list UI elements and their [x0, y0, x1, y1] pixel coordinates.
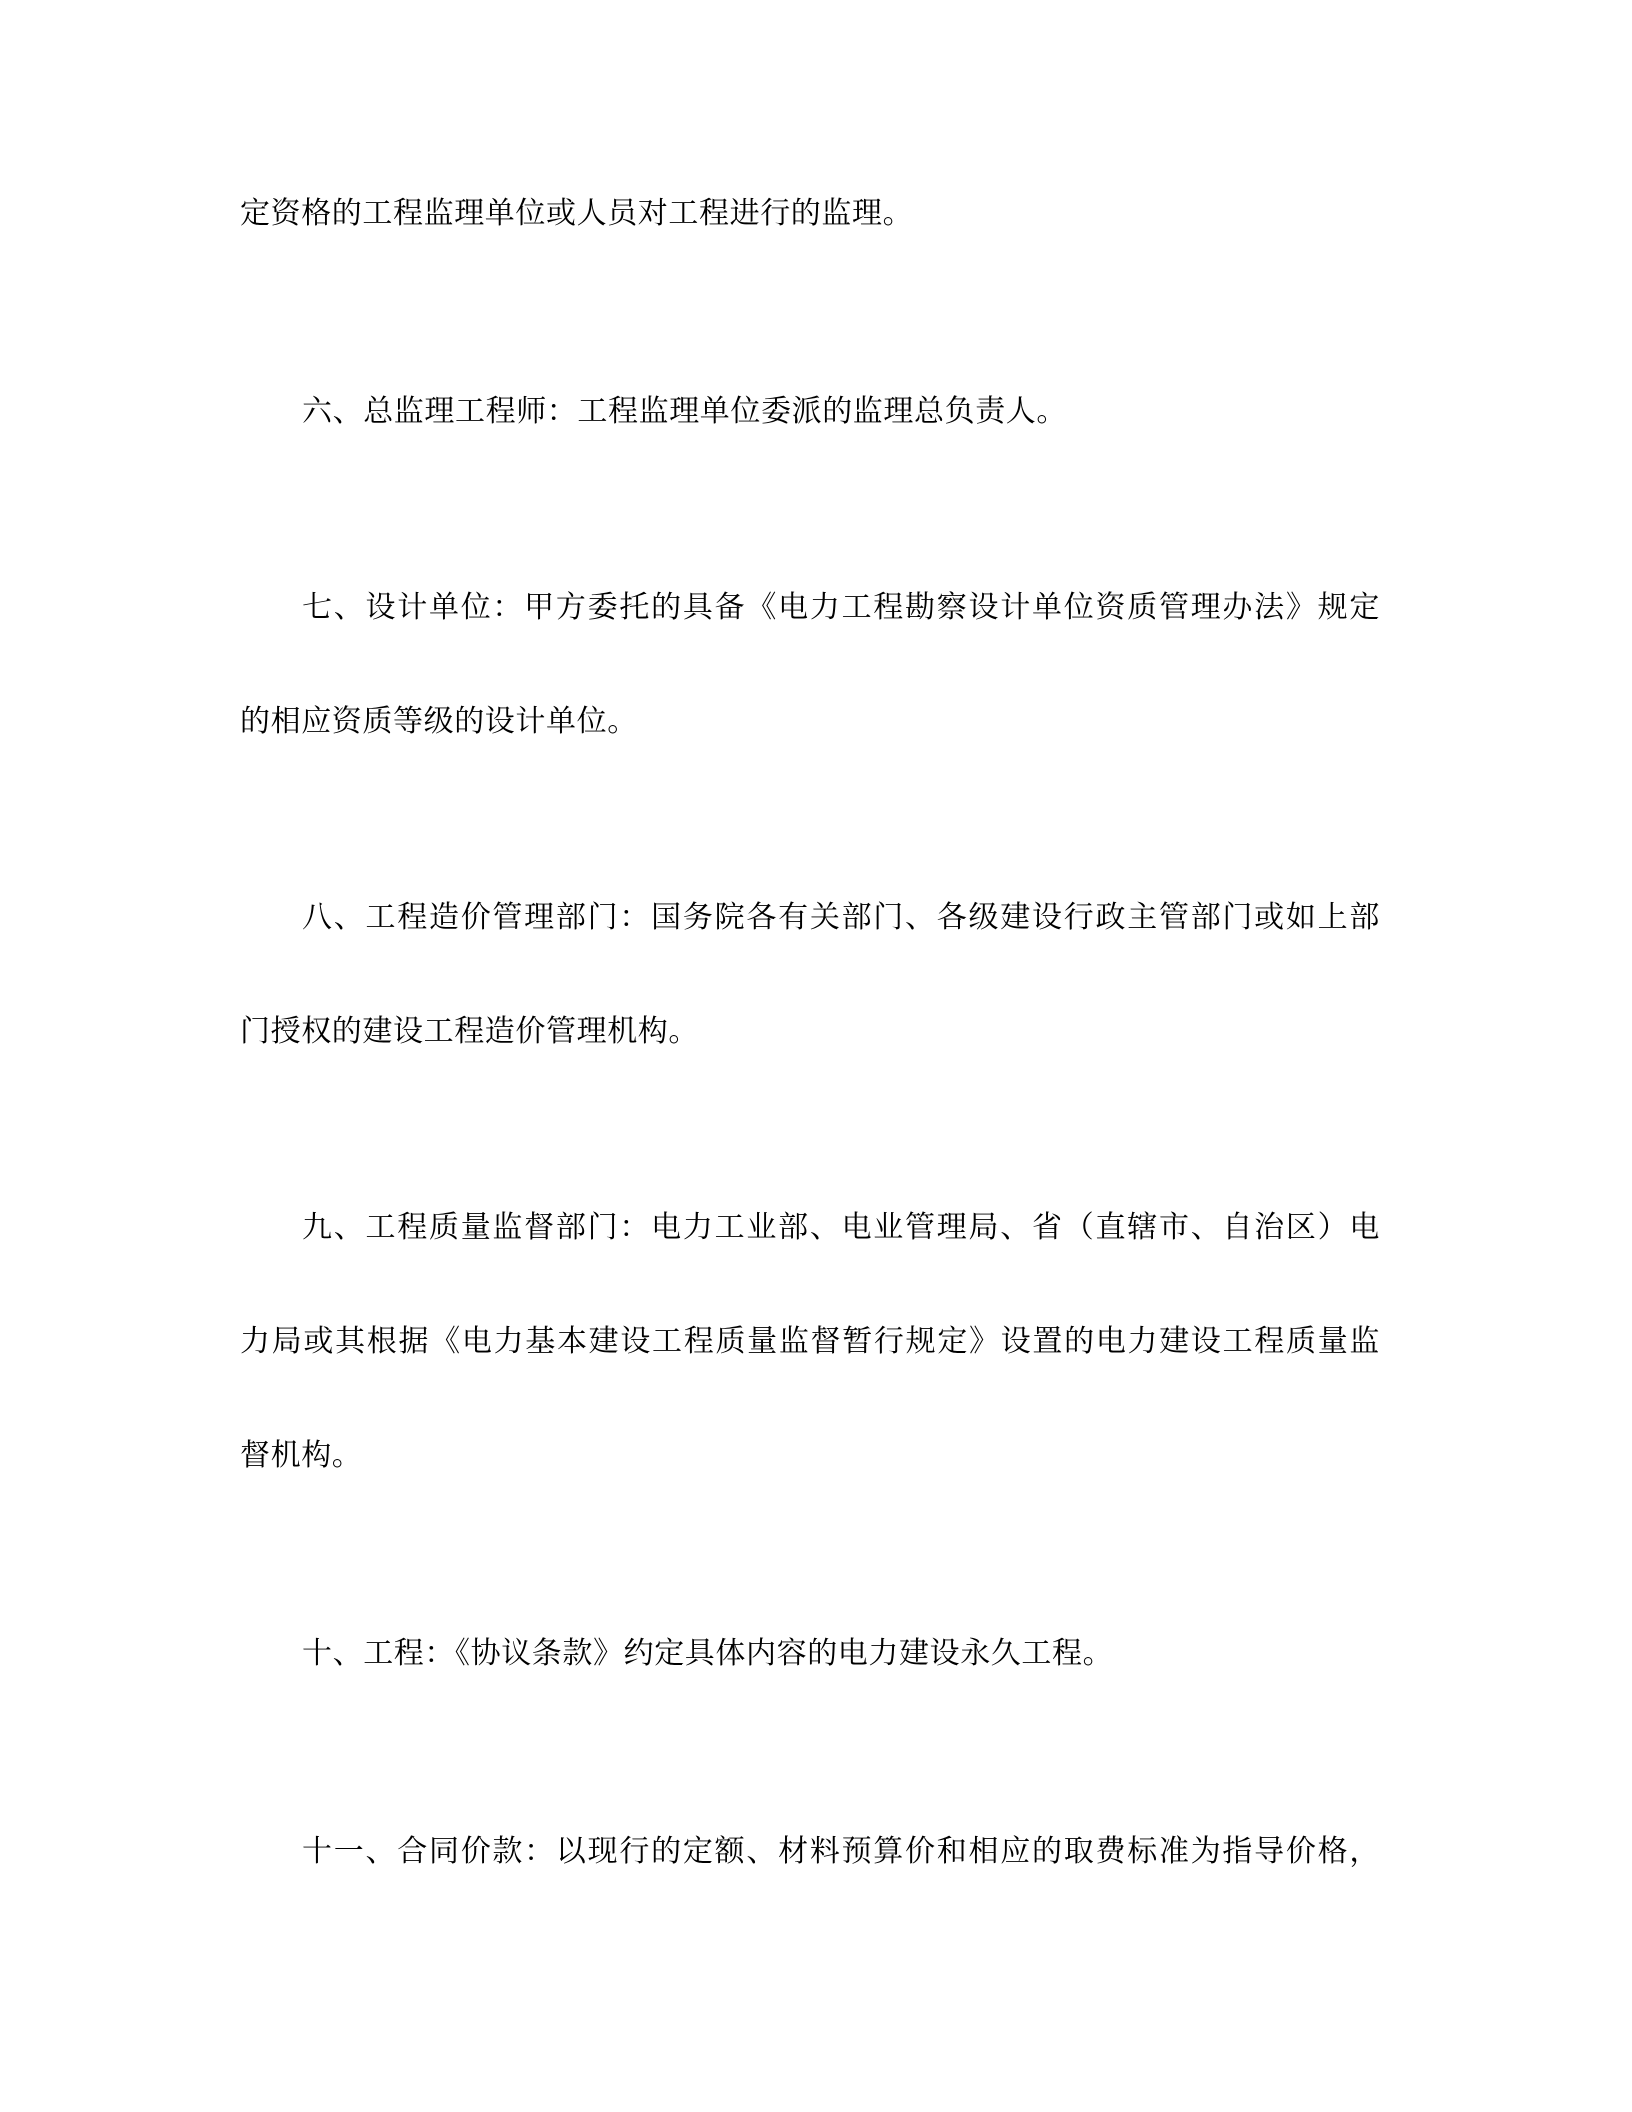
paragraph-line: 十一、合同价款：以现行的定额、材料预算价和相应的取费标准为指导价格， — [302, 1834, 1380, 1869]
paragraph-line: 力局或其根据《电力基本建设工程质量监督暂行规定》设置的电力建设工程质量监 — [240, 1324, 1380, 1359]
paragraph-line: 门授权的建设工程造价管理机构。 — [240, 1014, 699, 1049]
paragraph-line: 九、工程质量监督部门：电力工业部、电业管理局、省（直辖市、自治区）电 — [302, 1210, 1380, 1245]
paragraph-line: 八、工程造价管理部门：国务院各有关部门、各级建设行政主管部门或如上部 — [302, 900, 1380, 935]
paragraph-line: 督机构。 — [240, 1438, 363, 1473]
paragraph-line: 定资格的工程监理单位或人员对工程进行的监理。 — [240, 196, 914, 231]
paragraph-line: 的相应资质等级的设计单位。 — [240, 704, 638, 739]
paragraph-line: 七、设计单位：甲方委托的具备《电力工程勘察设计单位资质管理办法》规定 — [302, 590, 1380, 625]
paragraph-line: 六、总监理工程师：工程监理单位委派的监理总负责人。 — [302, 394, 1067, 429]
paragraph-line: 十、工程：《协议条款》约定具体内容的电力建设永久工程。 — [302, 1636, 1114, 1671]
